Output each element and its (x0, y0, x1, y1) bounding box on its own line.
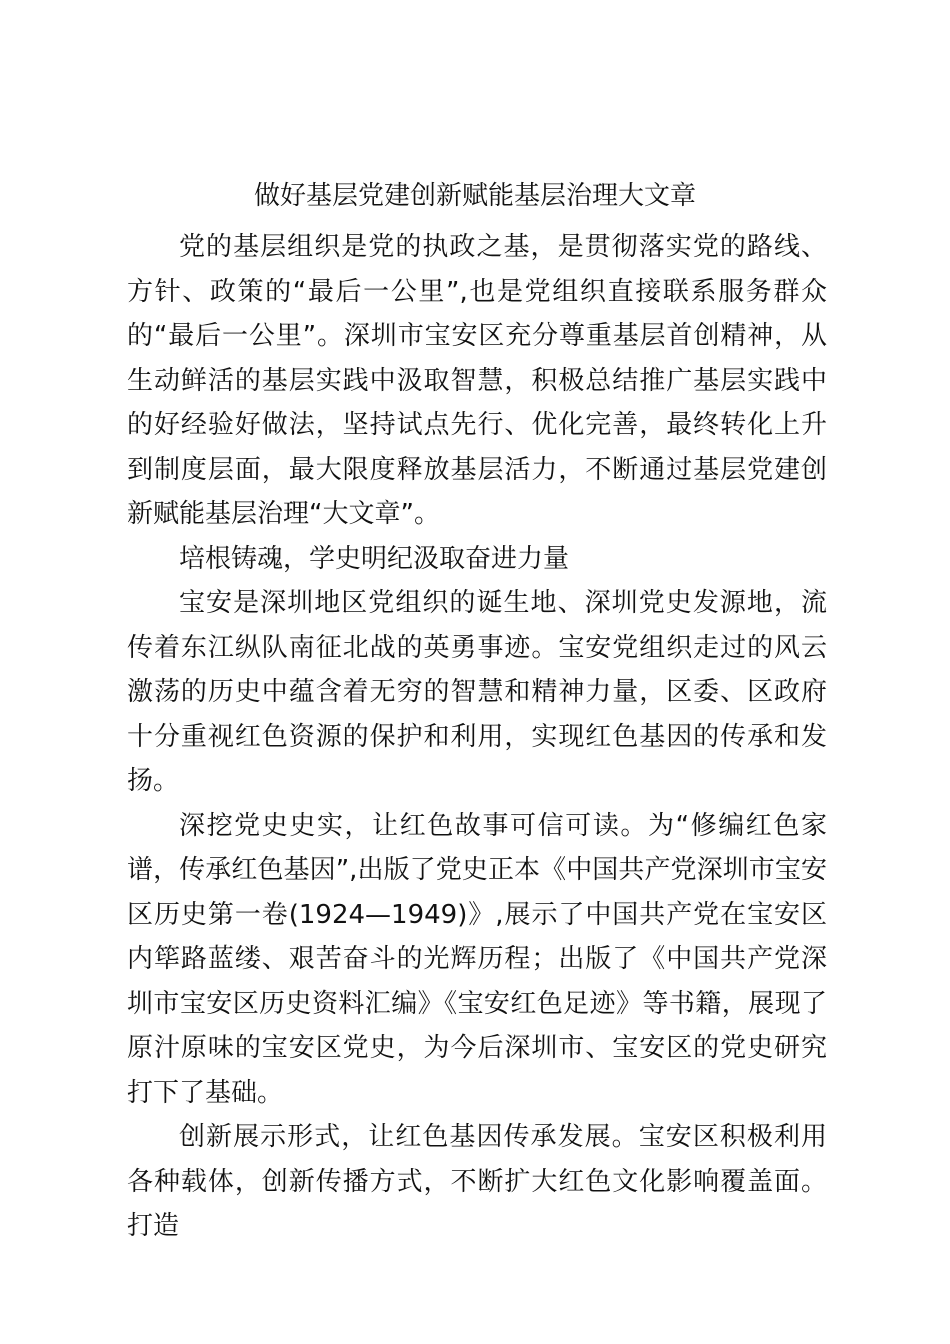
paragraph-history: 宝安是深圳地区党组织的诞生地、深圳党史发源地，流传着东江纵队南征北战的英勇事迹。宝安党组织走过的风云激荡的历史中蕴含着无穷的智慧和精神力量，区委、区政府十分重视红色资源的保护和利用，实现红色基因的传承和发扬。 (127, 588, 827, 796)
paragraph-display-forms: 创新展示形式，让红色基因传承发展。宝安区积极利用各种载体，创新传播方式，不断扩大红色文化影响覆盖面。打造 (127, 1122, 827, 1241)
paragraph-intro: 党的基层组织是党的执政之基，是贯彻落实党的路线、方针、政策的“最后一公里”,也是党组织直接联系服务群众的“最后一公里”。深圳市宝安区充分尊重基层首创精神，从生动鲜活的基层实践中汲取智慧，积极总结推广基层实践中的好经验好做法，坚持试点先行、优化完善，最终转化上升到制度层面，最大限度释放基层活力，不断通过基层党建创新赋能基层治理“大文章”。 (127, 232, 827, 529)
document-title: 做好基层党建创新赋能基层治理大文章 (253, 181, 696, 211)
paragraph-party-history: 深挖党史史实，让红色故事可信可读。为“修编红色家谱，传承红色基因”,出版了党史正本《中国共产党深圳市宝安区历史第一卷(1924—1949)》,展示了中国共产党在宝安区内筚路蓝缕、艰苦奋斗的光辉历程；出版了《中国共产党深圳市宝安区历史资料汇编》《宝安红色足迹》等书籍，展现了原汁原味的宝安区党史，为今后深圳市、宝安区的党史研究打下了基础。 (127, 810, 827, 1108)
section-heading: 培根铸魂，学史明纪汲取奋进力量 (179, 543, 570, 574)
document-body (127, 225, 827, 1249)
